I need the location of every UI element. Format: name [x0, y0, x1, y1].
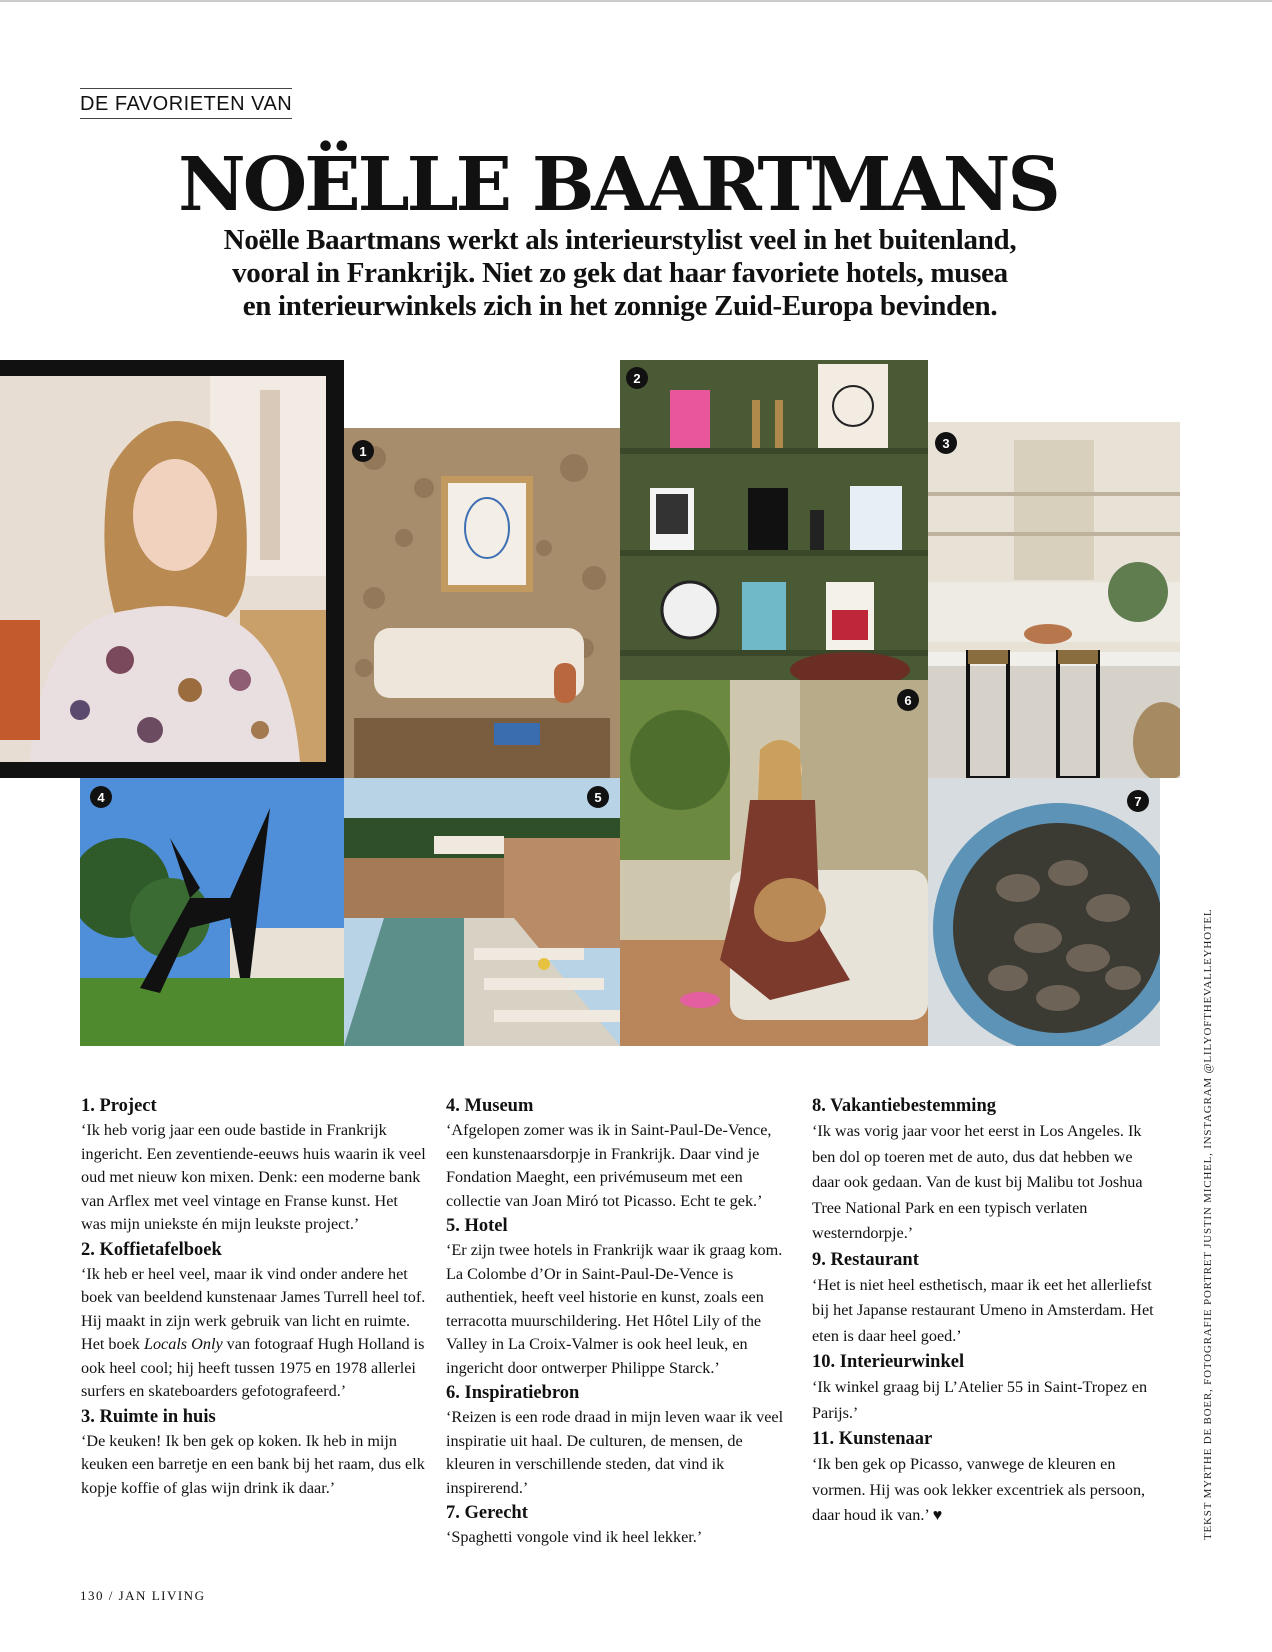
book-title: Locals Only — [143, 1335, 223, 1353]
photo-5-hotel — [344, 778, 620, 1046]
section-kicker: DE FAVORIETEN VAN — [80, 88, 292, 119]
photo-6-inspiratiebron — [620, 680, 928, 1046]
section-heading: 5. Hotel — [446, 1216, 508, 1236]
section-heading: 10. Interieurwinkel — [812, 1352, 965, 1372]
photo-credit: TEKST MYRTHE DE BOER, FOTOGRAFIE PORTRET JUSTIN MICHEL, INSTAGRAM @LILYOFTHEVALLEYHOTEL — [1202, 908, 1214, 1540]
section-heading: 9. Restaurant — [812, 1249, 919, 1270]
photo-3-ruimte-in-huis — [928, 422, 1180, 778]
photo-2-koffietafelboek — [620, 360, 928, 680]
photo-badge-7: 7 — [1127, 790, 1149, 812]
section-text — [81, 1263, 426, 1404]
photo-badge-4: 4 — [90, 786, 112, 808]
section-text: ‘Ik winkel graag bij L’Atelier 55 in Saint-Tropez en Parijs.’ — [812, 1378, 1148, 1422]
intro-line: en interieurwinkels zich in het zonnige Zuid-Europa bevinden. — [242, 290, 998, 322]
photo-7-gerecht — [928, 778, 1160, 1046]
woman-on-bench-image — [620, 680, 928, 1046]
section-heading: 7. Gerecht — [446, 1503, 528, 1523]
text-part: ‘Ik ben gek op Picasso, vanwege de kleuren en vormen. Hij was ook lekker excentriek als persoon, daar houd ik van.’ — [812, 1455, 1146, 1524]
section-text: ‘Ik heb vorig jaar een oude bastide in Frankrijk ingericht. Een zeventiende-eeuws huis waarin ik veel oud met nieuw kon mixen. Denk: een moderne bank van Arflex met veel vintage en Franse kunst. Het was mijn uniekste én mijn leukste project.’ — [81, 1121, 426, 1233]
section-text: ‘Afgelopen zomer was ik in Saint-Paul-De-Vence, een kunstenaarsdorpje in Frankrijk. Daar vind je Fondation Maeght, een privémuseum met een collectie van Joan Miró tot Picasso. Echt te gek.’ — [446, 1121, 772, 1210]
text-column-2 — [446, 1094, 786, 1551]
section-text: ‘Spaghetti vongole vind ik heel lekker.’ — [446, 1528, 703, 1546]
photo-4-museum — [80, 778, 344, 1046]
text-part: ‘Ik heb er heel veel, maar ik vind onder andere het boek van beeldend kunstenaar James Turrell heel tof. Hij maakt in zijn werk gebruik van licht en ruimte. Het boek — [81, 1264, 426, 1353]
section-text: ‘Het is niet heel esthetisch, maar ik eet het allerliefst bij het Japanse restaurant Umeno in Amsterdam. Het eten is daar heel goed.’ — [812, 1275, 1154, 1345]
section-text: ‘Er zijn twee hotels in Frankrijk waar ik graag kom. La Colombe d’Or in Saint-Paul-De-Vence is authentiek, heeft veel historie en kunst, zoals een terracotta muurschildering. Het Hôtel Lily of the Valley in La Croix-Valmer is ook heel leuk, en ingericht door ontwerper Philippe Starck.’ — [446, 1241, 783, 1377]
heart-icon: ♥ — [932, 1506, 943, 1524]
section-heading: 2. Koffietafelboek — [81, 1239, 222, 1260]
photo-badge-3: 3 — [935, 432, 957, 454]
photo-badge-6: 6 — [897, 689, 919, 711]
bookshelf-image — [620, 360, 928, 680]
section-text: ‘Ik was vorig jaar voor het eerst in Los Angeles. Ik ben dol op toeren met de auto, dus dat hebben we daar ook gedaan. Van de kust bij Malibu tot Joshua Tree National Park en een typisch verlaten westerndorpje.’ — [812, 1122, 1143, 1242]
hotel-pool-image — [344, 778, 620, 1046]
vongole-dish-image — [928, 778, 1160, 1046]
text-column-3 — [812, 1094, 1162, 1530]
section-heading: 1. Project — [81, 1096, 157, 1116]
kitchen-image — [928, 422, 1180, 778]
living-room-image — [344, 428, 620, 778]
section-heading: 4. Museum — [446, 1096, 534, 1116]
page-folio: 130 / JAN LIVING — [80, 1588, 206, 1603]
text-column-1 — [81, 1094, 426, 1501]
intro-line: vooral in Frankrijk. Niet zo gek dat haar favoriete hotels, musea — [232, 257, 1008, 289]
section-text: ‘De keuken! Ik ben gek op koken. Ik heb in mijn keuken een barretje en een bank bij het raam, dus elk kopje koffie of glas wijn drink ik daar.’ — [81, 1431, 425, 1497]
section-heading: 8. Vakantiebestemming — [812, 1096, 996, 1116]
page-title: NOËLLE BAARTMANS — [178, 142, 1058, 228]
intro-text — [200, 224, 1040, 323]
section-heading: 6. Inspiratiebron — [446, 1383, 580, 1403]
section-text: ‘Reizen is een rode draad in mijn leven waar ik veel inspiratie uit haal. De culturen, de mensen, de kleuren in verschillende steden, dat vind ik inspirerend.’ — [446, 1408, 784, 1497]
text-part: van fotograaf Hugh Holland is ook heel cool; hij heeft tussen 1975 en 1978 allerlei surfers en skateboarders gefotografeerd.’ — [81, 1335, 425, 1400]
section-heading: 3. Ruimte in huis — [81, 1406, 216, 1427]
intro-line: Noëlle Baartmans werkt als interieurstylist veel in het buitenland, — [223, 224, 1017, 256]
sculpture-image — [80, 778, 344, 1046]
photo-badge-5: 5 — [587, 786, 609, 808]
portrait-image — [0, 360, 344, 778]
section-heading: 11. Kunstenaar — [812, 1429, 933, 1449]
photo-1-project — [344, 428, 620, 778]
photo-badge-1: 1 — [352, 440, 374, 462]
section-text — [812, 1452, 1162, 1529]
top-rule — [0, 0, 1272, 2]
portrait-photo — [0, 360, 344, 778]
photo-badge-2: 2 — [626, 367, 648, 389]
